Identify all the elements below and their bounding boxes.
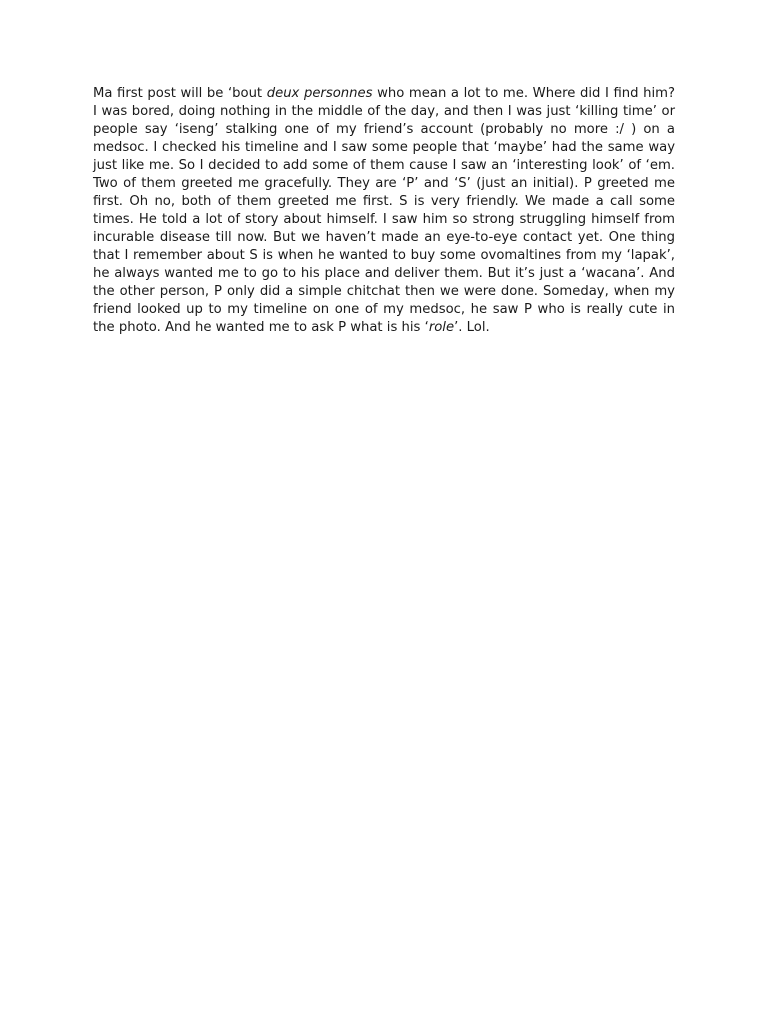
- paragraph-text-segment: Ma first post will be ‘bout: [93, 86, 267, 101]
- paragraph-text-segment: who mean a lot to me. Where did I find him? I was bored, doing nothing in the middle of the day, and then I was just ‘killing time’ or people say ‘iseng’ stalking one of my friend’s account (probably no more :/ ) on a medsoc. I checked his timeline and I saw some people that ‘maybe’ had the same way just like me. So I decided to add some of them cause I saw an ‘interesting look’ of ‘em. Two of them greeted me gracefully. They are ‘P’ and ‘S’ (just an initial). P greeted me first. Oh no, both of them greeted me first. S is very friendly. We made a call some times. He told a lot of story about himself. I saw him so strong struggling himself from incurable disease till now. But we haven’t made an eye-to-eye contact yet. One thing that I remember about S is when he wanted to buy some ovomaltines from my ‘lapak’, he always wanted me to go to his place and deliver them. But it’s just a ‘wacana’. And the other person, P only did a simple chitchat then we were done. Someday, when my friend looked up to my timeline on one of my medsoc, he saw P who is really cute in the photo. And he wanted me to ask P what is his ‘: [93, 86, 675, 335]
- paragraph-text-segment: ’. Lol.: [454, 320, 490, 335]
- italic-phrase-deux-personnes: deux personnes: [266, 86, 373, 101]
- italic-word-role: role: [428, 320, 455, 335]
- body-paragraph: [93, 85, 675, 337]
